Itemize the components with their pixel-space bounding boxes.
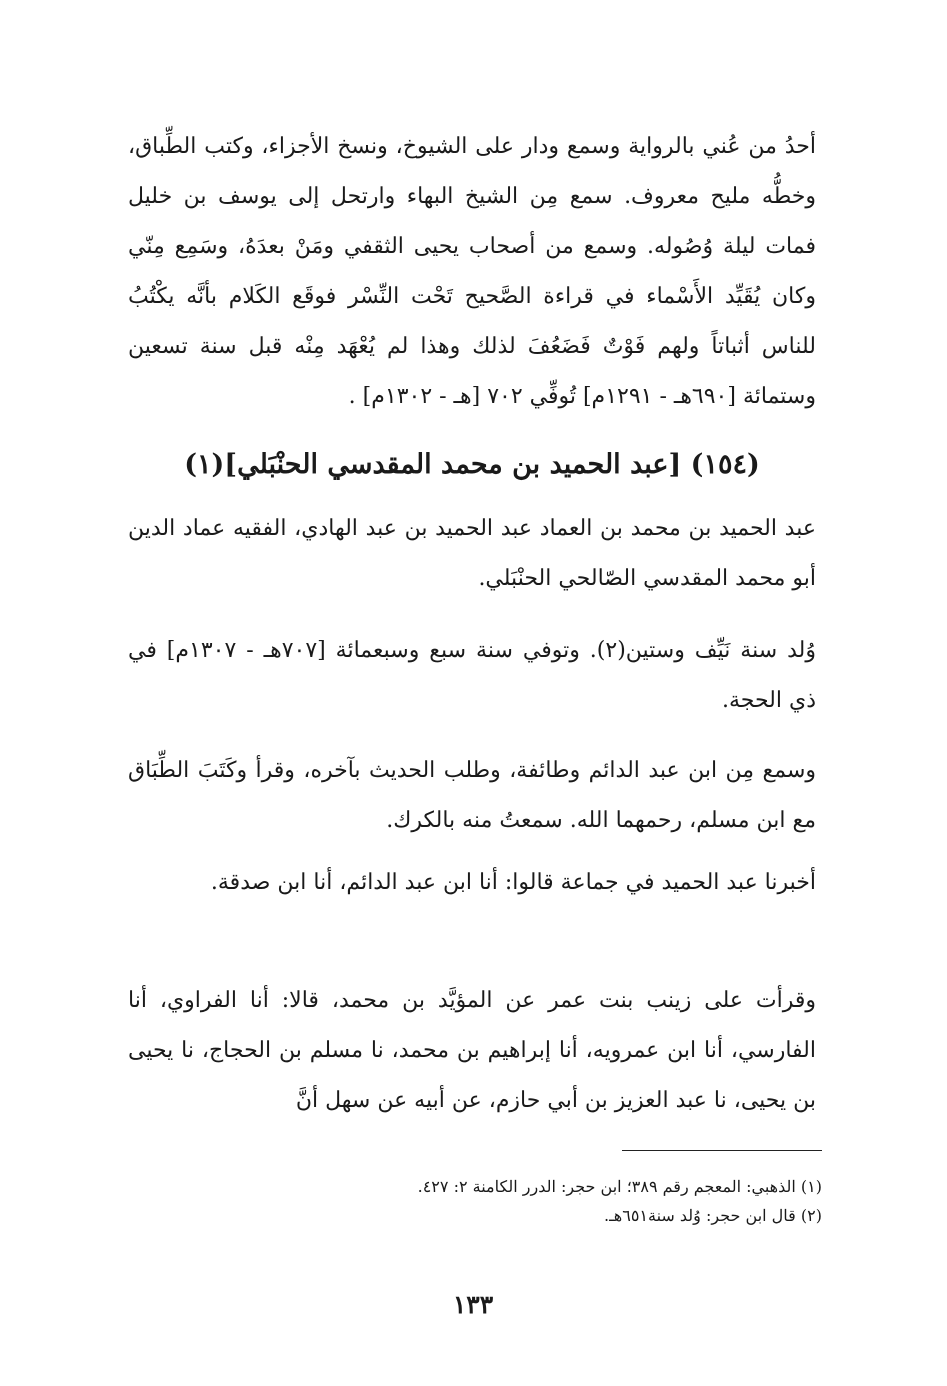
paragraph-text: وقرأت على زينب بنت عمر عن المؤيَّد بن محمد، قالا: أنا الفراوي، أنا الفارسي، أنا ابن عمرويه، أنا إبراهيم بن محمد، نا مسلم بن الحجاج، نا يحيى بن يحيى، نا عبد العزيز بن أبي حازم، عن أبيه عن سهل أنَّ xyxy=(128,988,816,1113)
footnote-2: (٢) قال ابن حجر: وُلد سنة٦٥١هـ. xyxy=(604,1206,822,1225)
paragraph-text: وُلد سنة نَيِّف وستين(٢). وتوفي سنة سبع وسبعمائة [٧٠٧هـ - ١٣٠٧م] في ذي الحجة. xyxy=(128,638,817,713)
footnote-divider xyxy=(622,1150,822,1151)
footnotes xyxy=(300,1172,822,1230)
footnote-1: (١) الذهبي: المعجم رقم ٣٨٩؛ ابن حجر: الدرر الكامنة ٢: ٤٢٧. xyxy=(417,1177,822,1196)
biography-paragraph-2 xyxy=(128,504,816,604)
biography-paragraph-1 xyxy=(128,122,816,422)
paragraph-text: أخبرنا عبد الحميد في جماعة قالوا: أنا ابن عبد الدائم، أنا ابن صدقة. xyxy=(210,870,816,895)
biography-paragraph-5 xyxy=(128,858,816,908)
paragraph-text: عبد الحميد بن محمد بن العماد عبد الحميد بن عبد الهادي، الفقيه عماد الدين أبو محمد المقدسي الصّالحي الحنْبَلي. xyxy=(128,516,816,591)
entry-heading: (١٥٤) [عبد الحميد بن محمد المقدسي الحنْبَلي](١) xyxy=(184,449,760,480)
page-number: ١٣٣ xyxy=(452,1290,494,1319)
biography-paragraph-3 xyxy=(128,626,816,726)
biography-paragraph-6 xyxy=(128,976,816,1126)
paragraph-text: أحدُ من عُني بالرواية وسمع ودار على الشيوخ، ونسخ الأجزاء، وكتب الطِّباق، وخطُّه مليح معروف. سمع مِن الشيخ البهاء وارتحل إلى يوسف بن خليل فمات ليلة وُصُوله. وسمع من أصحاب يحيى الثقفي ومَنْ بعدَهُ، وسَمِع مِنّي وكان يُقَيِّد الأَسْماء في قراءة الصَّحيح تَحْت النِّسْر فوقَع الكَلام بأنَّه يكْتُبُ للناس أثباتاً ولهم فَوْتٌ فَضَعُفَ لذلك وهذا لم يُعْهَد مِنْه قبل سنة تسعين وستمائة [٦٩٠هـ - ١٢٩١م] تُوفِّي ٧٠٢ [هـ - ١٣٠٢م] . xyxy=(128,134,816,409)
paragraph-text: وسمع مِن ابن عبد الدائم وطائفة، وطلب الحديث بآخره، وقرأ وكَتَبَ الطِّبَاق مع ابن مسلم، رحمهما الله. سمعتُ منه بالكرك. xyxy=(128,758,816,833)
biography-paragraph-4 xyxy=(128,746,816,846)
